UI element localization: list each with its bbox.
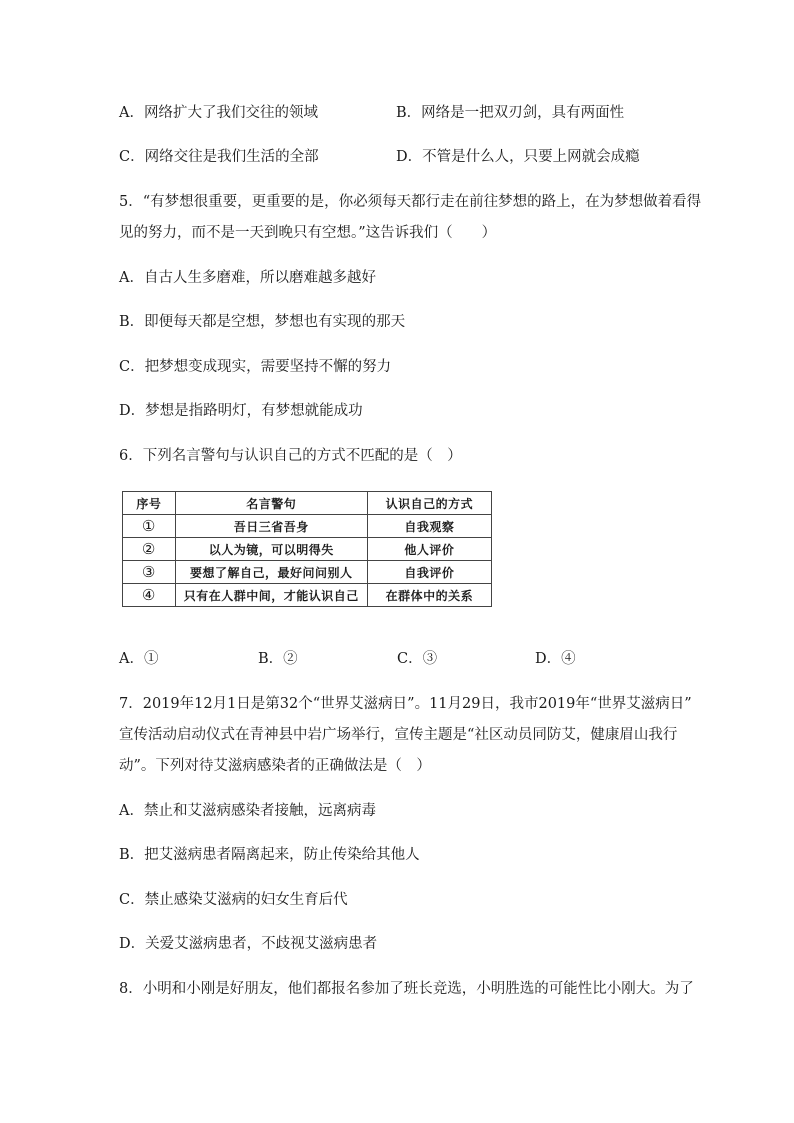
table-row bbox=[123, 538, 492, 561]
table-header-row bbox=[123, 492, 492, 515]
table-cell: ④ bbox=[123, 584, 176, 607]
table-row bbox=[123, 584, 492, 607]
table-cell: 以人为镜，可以明得失 bbox=[175, 538, 367, 561]
table-cell: 要想了解自己，最好问问别人 bbox=[175, 561, 367, 584]
table-cell: ③ bbox=[123, 561, 176, 584]
q5-stem-line2: 见的努力，而不是一天到晚只有空想。”这告诉我们（ ） bbox=[119, 225, 497, 241]
table-header: 序号 bbox=[123, 492, 176, 515]
table-header: 名言警句 bbox=[175, 492, 367, 515]
q5-option-b: B．即便每天都是空想，梦想也有实现的那天 bbox=[119, 314, 406, 330]
q7-stem-line3: 动”。下列对待艾滋病感染者的正确做法是（ ） bbox=[119, 758, 431, 774]
table-cell: ① bbox=[123, 515, 176, 538]
quotes-table bbox=[122, 491, 492, 607]
table-cell: 自我评价 bbox=[367, 561, 491, 584]
q6-option-a: A．① bbox=[119, 651, 159, 667]
q8-stem-line1: 8．小明和小刚是好朋友，他们都报名参加了班长竞选，小明胜选的可能性比小刚大。为了 bbox=[119, 981, 694, 997]
table-cell: 自我观察 bbox=[367, 515, 491, 538]
q7-stem-line2: 宣传活动启动仪式在青神县中岩广场举行，宣传主题是“社区动员同防艾，健康眉山我行 bbox=[119, 727, 678, 743]
table-cell: 吾日三省吾身 bbox=[175, 515, 367, 538]
table-cell: 只有在人群中间，才能认识自己 bbox=[175, 584, 367, 607]
table-row bbox=[123, 561, 492, 584]
q7-option-b: B．把艾滋病患者隔离起来，防止传染给其他人 bbox=[119, 847, 420, 863]
table-header: 认识自己的方式 bbox=[367, 492, 491, 515]
q6-option-c: C．③ bbox=[397, 651, 438, 667]
q6-stem: 6．下列名言警句与认识自己的方式不匹配的是（ ） bbox=[119, 448, 462, 464]
q7-option-c: C．禁止感染艾滋病的妇女生育后代 bbox=[119, 892, 348, 908]
q6-option-b: B．② bbox=[258, 651, 298, 667]
q4-option-c: C．网络交往是我们生活的全部 bbox=[119, 149, 319, 165]
q5-option-d: D．梦想是指路明灯，有梦想就能成功 bbox=[119, 403, 363, 419]
table-cell: 他人评价 bbox=[367, 538, 491, 561]
table-cell: ② bbox=[123, 538, 176, 561]
q4-option-b: B．网络是一把双刃剑，具有两面性 bbox=[396, 105, 625, 121]
q4-option-a: A．网络扩大了我们交往的领域 bbox=[119, 105, 318, 121]
q5-option-a: A．自古人生多磨难，所以磨难越多越好 bbox=[119, 270, 376, 286]
q6-option-d: D．④ bbox=[535, 651, 576, 667]
table-cell: 在群体中的关系 bbox=[367, 584, 491, 607]
q7-option-a: A．禁止和艾滋病感染者接触，远离病毒 bbox=[119, 803, 376, 819]
q7-option-d: D．关爱艾滋病患者，不歧视艾滋病患者 bbox=[119, 936, 378, 952]
q5-stem-line1: 5．“有梦想很重要，更重要的是，你必须每天都行走在前往梦想的路上，在为梦想做着看得 bbox=[119, 194, 702, 210]
table-row bbox=[123, 515, 492, 538]
q7-stem-line1: 7．2019年12月1日是第32个“世界艾滋病日”。11月29日，我市2019年“世界艾滋病日” bbox=[119, 696, 692, 712]
q5-option-c: C．把梦想变成现实，需要坚持不懈的努力 bbox=[119, 359, 392, 375]
q4-option-d: D．不管是什么人，只要上网就会成瘾 bbox=[396, 149, 640, 165]
